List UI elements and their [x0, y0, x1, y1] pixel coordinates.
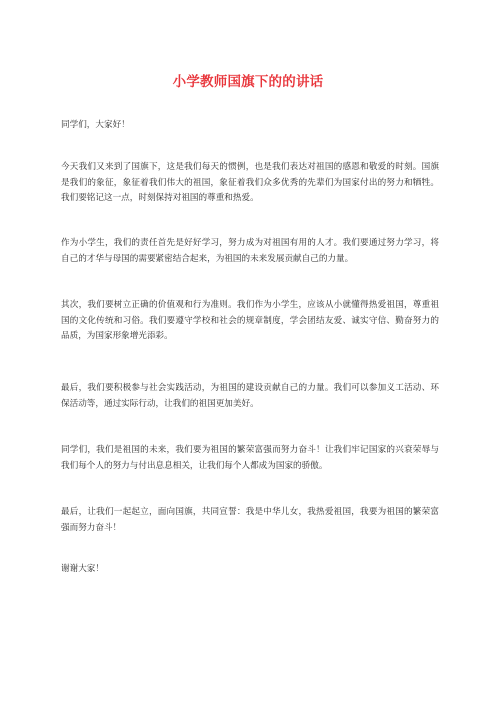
paragraph-5: 同学们，我们是祖国的未来，我们要为祖国的繁荣富强而努力奋斗！让我们牢记国家的兴衰荣辱与我们每个人的努力与付出息息相关，让我们每个人都成为国家的骄傲。 [61, 445, 439, 471]
paragraph-3: 其次，我们要树立正确的价值观和行为准则。我们作为小学生，应该从小就懂得热爱祖国，尊重祖国的文化传统和习俗。我们要遵守学校和社会的规章制度，学会团结友爱、诚实守信、勤奋努力的品质，为国家形象增光添彩。 [61, 300, 439, 342]
paragraph-2: 作为小学生，我们的责任首先是好好学习，努力成为对祖国有用的人才。我们要通过努力学习，将自己的才华与母国的需要紧密结合起来，为祖国的未来发展贡献自己的力量。 [61, 238, 439, 264]
paragraph-6: 最后，让我们一起起立，面向国旗，共同宣誓：我是中华儿女，我热爱祖国，我要为祖国的繁荣富强而努力奋斗！ [61, 507, 439, 533]
document-title: 小学教师国旗下的的讲话 [172, 74, 324, 90]
closing-text: 谢谢大家！ [61, 564, 104, 574]
paragraph-1: 今天我们又来到了国旗下，这是我们每天的惯例，也是我们表达对祖国的感恩和敬爱的时刻。国旗是我们的象征，象征着我们伟大的祖国，象征着我们众多优秀的先辈们为国家付出的努力和牺牲。我们要铭记这一点，时刻保持对祖国的尊重和热爱。 [61, 162, 439, 204]
paragraph-4: 最后，我们要积极参与社会实践活动，为祖国的建设贡献自己的力量。我们可以参加义工活动、环保活动等，通过实际行动，让我们的祖国更加美好。 [61, 383, 439, 409]
greeting-text: 同学们，大家好！ [61, 120, 130, 130]
